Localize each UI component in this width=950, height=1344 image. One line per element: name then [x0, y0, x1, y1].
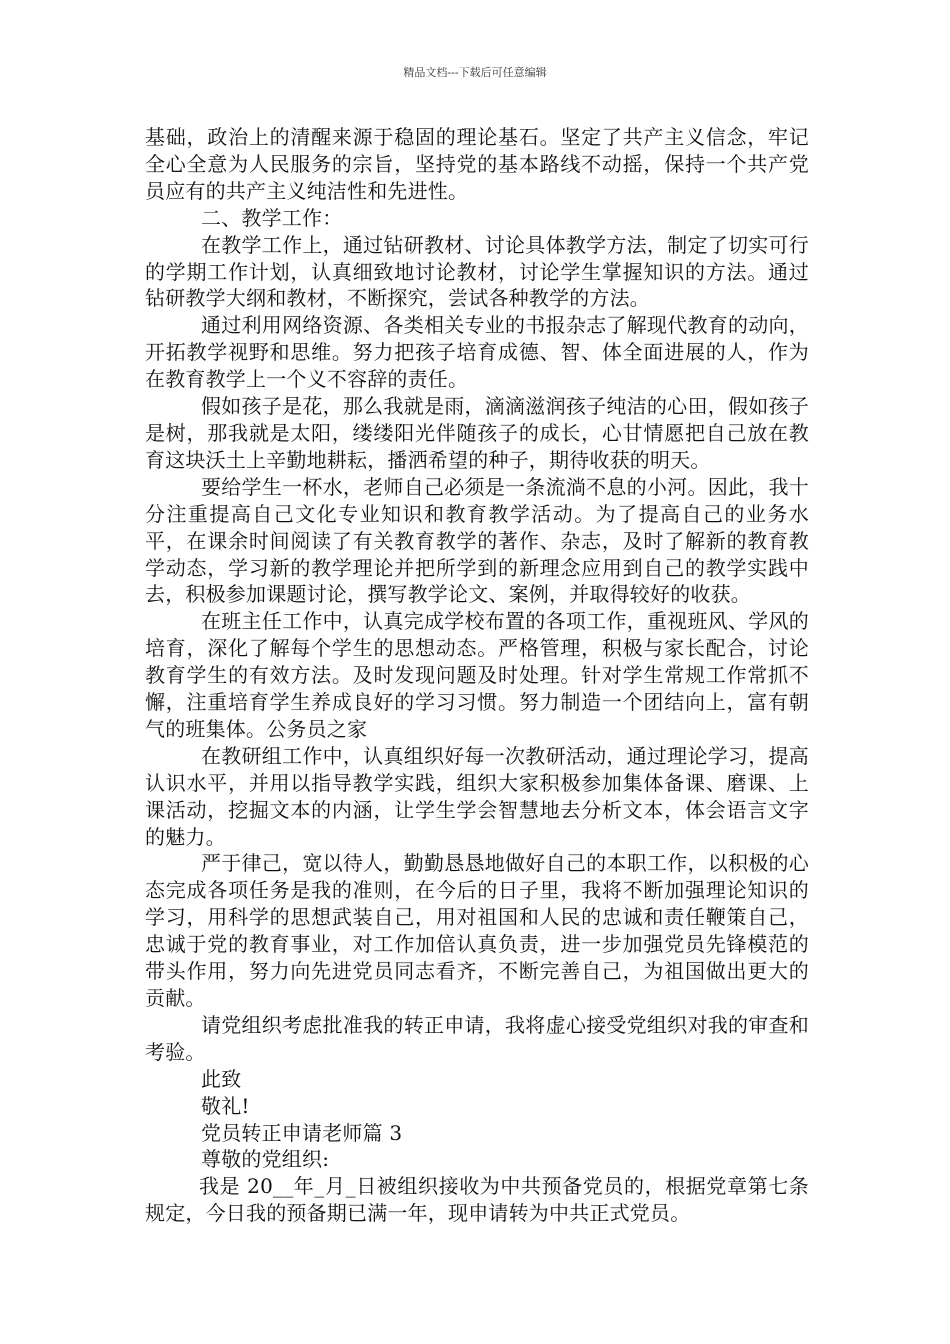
- paragraph: 要给学生一杯水，老师自己必须是一条流淌不息的小河。因此，我十分注重提高自己文化专业知识和教育教学活动。为了提高自己的业务水平，在课余时间阅读了有关教育教学的著作、杂志，及时了解新的教育教学动态，学习新的教学理论并把所学到的新理念应用到自己的教学实践中去，积极参加课题讨论，撰写教学论文、案例，并取得较好的收获。: [145, 474, 809, 607]
- paragraph: 假如孩子是花，那么我就是雨，滴滴滋润孩子纯洁的心田，假如孩子是树，那我就是太阳，缕缕阳光伴随孩子的成长，心甘情愿把自己放在教育这块沃土上辛勤地耕耘，播洒希望的种子，期待收获的明天。: [145, 394, 809, 472]
- page-header: 精品文档---下载后可任意编辑: [403, 66, 547, 79]
- paragraph: 严于律己，宽以待人，勤勤恳恳地做好自己的本职工作，以积极的心态完成各项任务是我的准则，在今后的日子里，我将不断加强理论知识的学习，用科学的思想武装自己，用对祖国和人民的忠诚和责任鞭策自己，忠诚于党的教育事业，对工作加倍认真负责，进一步加强党员先锋模范的带头作用，努力向先进党员同志看齐，不断完善自己，为祖国做出更大的贡献。: [145, 851, 809, 1010]
- closing-salute: 敬礼!: [201, 1093, 250, 1118]
- paragraph: 请党组织考虑批准我的转正申请，我将虚心接受党组织对我的审查和考验。: [145, 1012, 809, 1064]
- document-body: [145, 124, 809, 1227]
- paragraph: 基础，政治上的清醒来源于稳固的理论基石。坚定了共产主义信念，牢记全心全意为人民服务的宗旨，坚持党的基本路线不动摇，保持一个共产党员应有的共产主义纯洁性和先进性。: [145, 125, 809, 203]
- section-heading: 二、教学工作：: [201, 205, 343, 230]
- closing-line: 此致: [201, 1066, 242, 1091]
- paragraph: 在教学工作上，通过钻研教材、讨论具体教学方法，制定了切实可行的学期工作计划，认真细致地讨论教材，讨论学生掌握知识的方法。通过钻研教学大纲和教材，不断探究，尝试各种教学的方法。: [145, 232, 809, 311]
- paragraph: 在班主任工作中，认真完成学校布置的各项工作，重视班风、学风的培育，深化了解每个学生的思想动态。严格管理，积极与家长配合，讨论教育学生的有效方法。及时发现问题及时处理。针对学生常规工作常抓不懈，注重培育学生养成良好的学习习惯。努力制造一个团结向上，富有朝气的班集体。公务员之家: [145, 609, 809, 741]
- paragraph: 在教研组工作中，认真组织好每一次教研活动，通过理论学习，提高认识水平，并用以指导教学实践，组织大家积极参加集体备课、磨课、上课活动，挖掘文本的内涵，让学生学会智慧地去分析文本，体会语言文字的魅力。: [145, 743, 809, 849]
- article-title: 党员转正申请老师篇 3: [201, 1120, 403, 1145]
- paragraph: 通过利用网络资源、各类相关专业的书报杂志了解现代教育的动向，开拓教学视野和思维。努力把孩子培育成德、智、体全面进展的人，作为在教育教学上一个义不容辞的责任。: [145, 313, 809, 392]
- paragraph: 我是 20__年_月_日被组织接收为中共预备党员的，根据党章第七条规定，今日我的预备期已满一年，现申请转为中共正式党员。: [145, 1174, 809, 1226]
- salutation: 尊敬的党组织:: [201, 1147, 330, 1172]
